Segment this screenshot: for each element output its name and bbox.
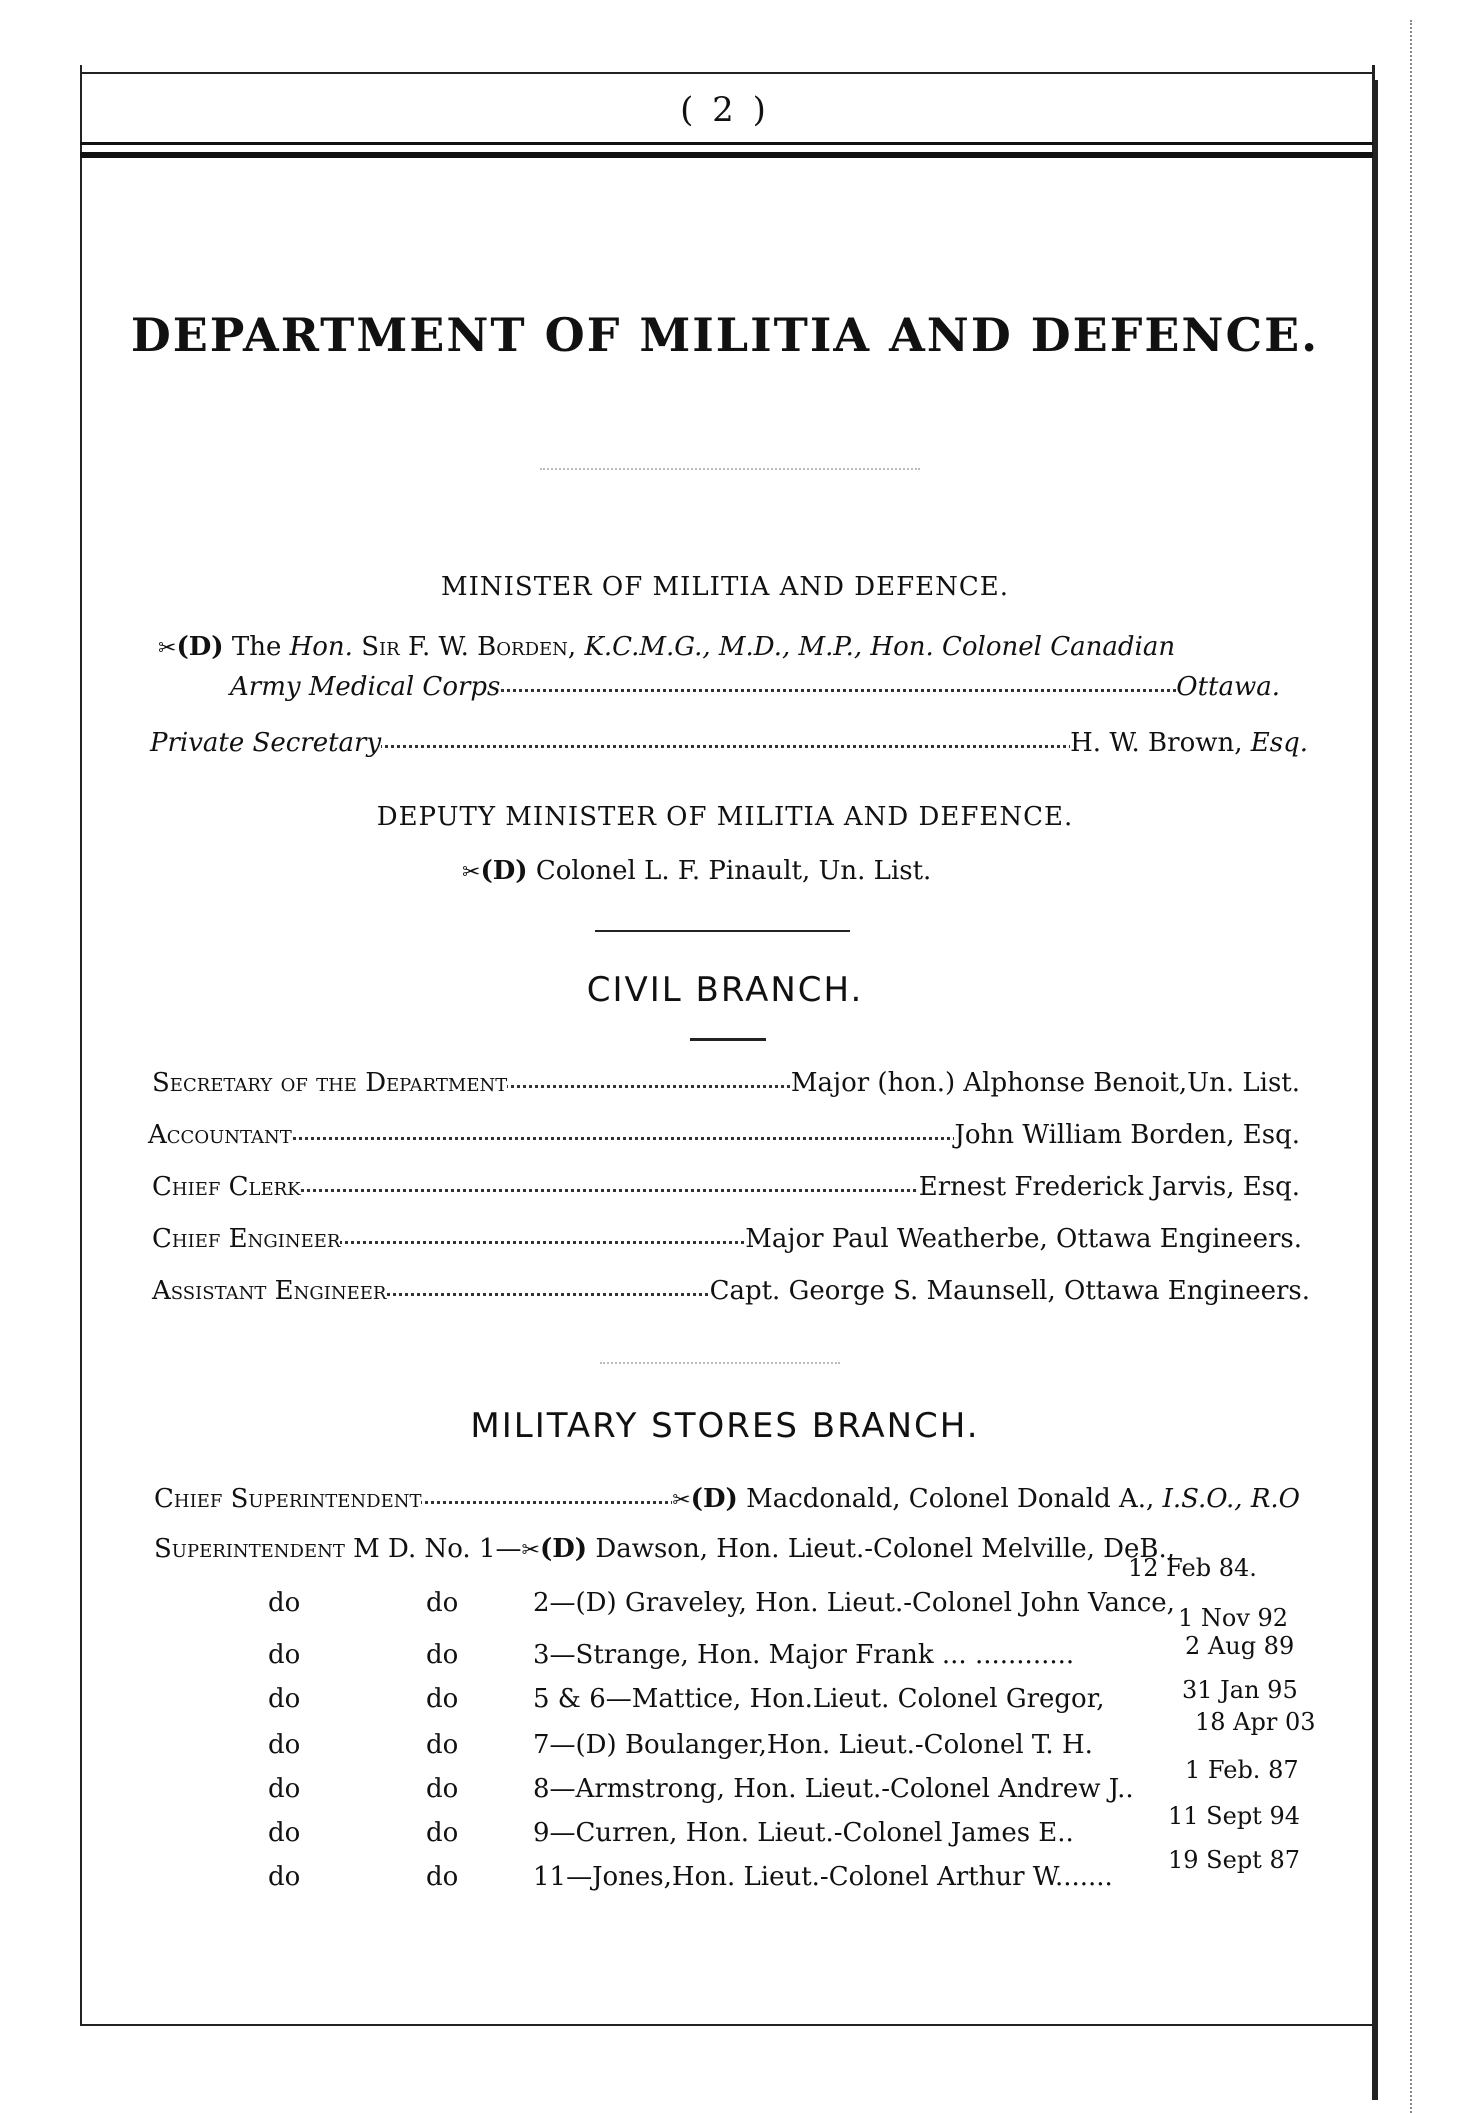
stores-chief-row xyxy=(154,1484,1300,1520)
header-rule-thin xyxy=(80,142,1373,145)
civil-row-label: Accountant xyxy=(148,1120,292,1150)
stores-entry: 3—Strange, Hon. Major Frank ... ............ xyxy=(533,1640,1075,1670)
stores-date: 2 Aug 89 xyxy=(1185,1632,1295,1660)
civil-row-accountant xyxy=(148,1120,1300,1156)
stores-row xyxy=(268,1730,1268,1770)
minister-rank: Hon. Colonel Canadian xyxy=(870,632,1176,662)
stores-entry: 11—Jones,Hon. Lieut.-Colonel Arthur W....... xyxy=(533,1862,1113,1892)
deputy-heading: DEPUTY MINISTER OF MILITIA AND DEFENCE. xyxy=(376,802,1074,832)
stores-entry: 7—(D) Boulanger,Hon. Lieut.-Colonel T. H. xyxy=(533,1730,1093,1760)
scissors-icon: ✂ xyxy=(521,1538,540,1563)
stores-row xyxy=(268,1862,1268,1902)
civil-row-chief-clerk xyxy=(152,1172,1300,1208)
frame-top-rule xyxy=(80,72,1373,74)
ditto-mark: do xyxy=(268,1774,301,1804)
minister-heading: MINISTER OF MILITIA AND DEFENCE. xyxy=(441,572,1009,602)
superintendent-row xyxy=(154,1534,1175,1564)
ditto-mark: do xyxy=(426,1730,459,1760)
page-number: ( 2 ) xyxy=(680,90,770,130)
stores-row xyxy=(268,1774,1268,1814)
private-secretary-value xyxy=(1070,728,1308,758)
civil-branch-title: CIVIL BRANCH. xyxy=(586,970,864,1010)
civil-row-chief-engineer xyxy=(152,1224,1302,1260)
ditto-mark: do xyxy=(426,1588,459,1618)
civil-row-value: Major (hon.) Alphonse Benoit,Un. List. xyxy=(790,1068,1300,1098)
ditto-mark: do xyxy=(268,1862,301,1892)
stores-row xyxy=(268,1640,1268,1680)
stores-branch-title: MILITARY STORES BRANCH. xyxy=(470,1406,980,1446)
private-secretary-row xyxy=(150,728,1308,764)
header-rule-thick xyxy=(80,152,1373,158)
deputy-marker: (D) xyxy=(480,856,528,886)
minister-hon: Hon. xyxy=(289,632,353,662)
civil-row-label: Chief Clerk xyxy=(152,1172,301,1202)
minister-name: Sir F. W. Borden, xyxy=(361,632,577,662)
stores-entry: 2—(D) Graveley, Hon. Lieut.-Colonel John Vance, xyxy=(533,1588,1175,1618)
stores-date: 19 Sept 87 xyxy=(1168,1846,1300,1874)
faint-divider xyxy=(600,1362,840,1364)
scissors-icon: ✂ xyxy=(158,636,177,661)
private-secretary-name: H. W. Brown, xyxy=(1070,728,1243,758)
minister-honours: K.C.M.G., M.D., M.P., xyxy=(584,632,863,662)
ditto-mark: do xyxy=(426,1862,459,1892)
stores-date: 1 Nov 92 xyxy=(1178,1604,1289,1632)
civil-row-value: Capt. George S. Maunsell, Ottawa Engineers. xyxy=(709,1276,1310,1306)
superintendent-marker: (D) xyxy=(539,1534,588,1564)
minister-prefix: The xyxy=(231,632,282,662)
minister-marker: (D) xyxy=(176,632,224,662)
ditto-mark: do xyxy=(268,1684,301,1714)
stores-chief-marker: (D) xyxy=(690,1484,738,1514)
section-divider xyxy=(595,930,850,932)
civil-row-label: Assistant Engineer xyxy=(152,1276,387,1306)
ditto-mark: do xyxy=(426,1640,459,1670)
ditto-mark: do xyxy=(426,1684,459,1714)
stores-date: 31 Jan 95 xyxy=(1182,1676,1298,1704)
stores-entry: 8—Armstrong, Hon. Lieut.-Colonel Andrew J.. xyxy=(533,1774,1134,1804)
ditto-mark: do xyxy=(268,1640,301,1670)
civil-branch-underline xyxy=(690,1038,766,1041)
bottom-rule xyxy=(80,2024,1373,2026)
minister-location: Ottawa. xyxy=(1176,672,1280,702)
ditto-mark: do xyxy=(268,1818,301,1848)
scissors-icon: ✂ xyxy=(672,1488,691,1513)
stores-entry: 9—Curren, Hon. Lieut.-Colonel James E.. xyxy=(533,1818,1074,1848)
stores-chief-value xyxy=(672,1484,1300,1514)
stores-row xyxy=(268,1684,1268,1724)
civil-row-value: Ernest Frederick Jarvis, Esq. xyxy=(918,1172,1300,1202)
stores-date: 1 Feb. 87 xyxy=(1185,1756,1299,1784)
minister-line-2 xyxy=(230,672,1280,708)
ditto-mark: do xyxy=(426,1774,459,1804)
stores-date: 18 Apr 03 xyxy=(1195,1708,1316,1736)
superintendent-district: D. No. 1— xyxy=(388,1534,522,1564)
ditto-mark: do xyxy=(268,1588,301,1618)
stores-chief-label: Chief Superintendent xyxy=(154,1484,422,1514)
ditto-mark: do xyxy=(426,1818,459,1848)
superintendent-date: 12 Feb 84. xyxy=(1128,1554,1257,1582)
civil-row-label: Secretary of the Department xyxy=(152,1068,508,1098)
civil-row-secretary xyxy=(152,1068,1300,1104)
superintendent-label: Superintendent M xyxy=(154,1534,380,1564)
private-secretary-suffix: Esq. xyxy=(1250,728,1308,758)
scissors-icon: ✂ xyxy=(462,860,481,885)
stores-chief-honours: I.S.O., R.O xyxy=(1162,1484,1300,1514)
superintendent-value: Dawson, Hon. Lieut.-Colonel Melville, DeB., xyxy=(595,1534,1176,1564)
stores-date: 11 Sept 94 xyxy=(1168,1802,1300,1830)
faint-divider xyxy=(540,468,920,470)
deputy-entry: Colonel L. F. Pinault, Un. List. xyxy=(535,856,932,886)
civil-row-label: Chief Engineer xyxy=(152,1224,341,1254)
civil-row-value: Major Paul Weatherbe, Ottawa Engineers. xyxy=(745,1224,1302,1254)
civil-row-value: John William Borden, Esq. xyxy=(954,1120,1300,1150)
private-secretary-label: Private Secretary xyxy=(150,728,382,758)
page-title: DEPARTMENT OF MILITIA AND DEFENCE. xyxy=(130,308,1320,362)
deputy-entry-line xyxy=(462,856,931,886)
minister-unit: Army Medical Corps xyxy=(230,672,501,702)
stores-row xyxy=(268,1588,1268,1628)
civil-row-assistant-engineer xyxy=(152,1276,1310,1312)
minister-line-1 xyxy=(158,632,1175,662)
stores-chief-name: Macdonald, Colonel Donald A., xyxy=(746,1484,1155,1514)
ditto-mark: do xyxy=(268,1730,301,1760)
stores-entry: 5 & 6—Mattice, Hon.Lieut. Colonel Gregor, xyxy=(533,1684,1105,1714)
stores-row xyxy=(268,1818,1268,1858)
